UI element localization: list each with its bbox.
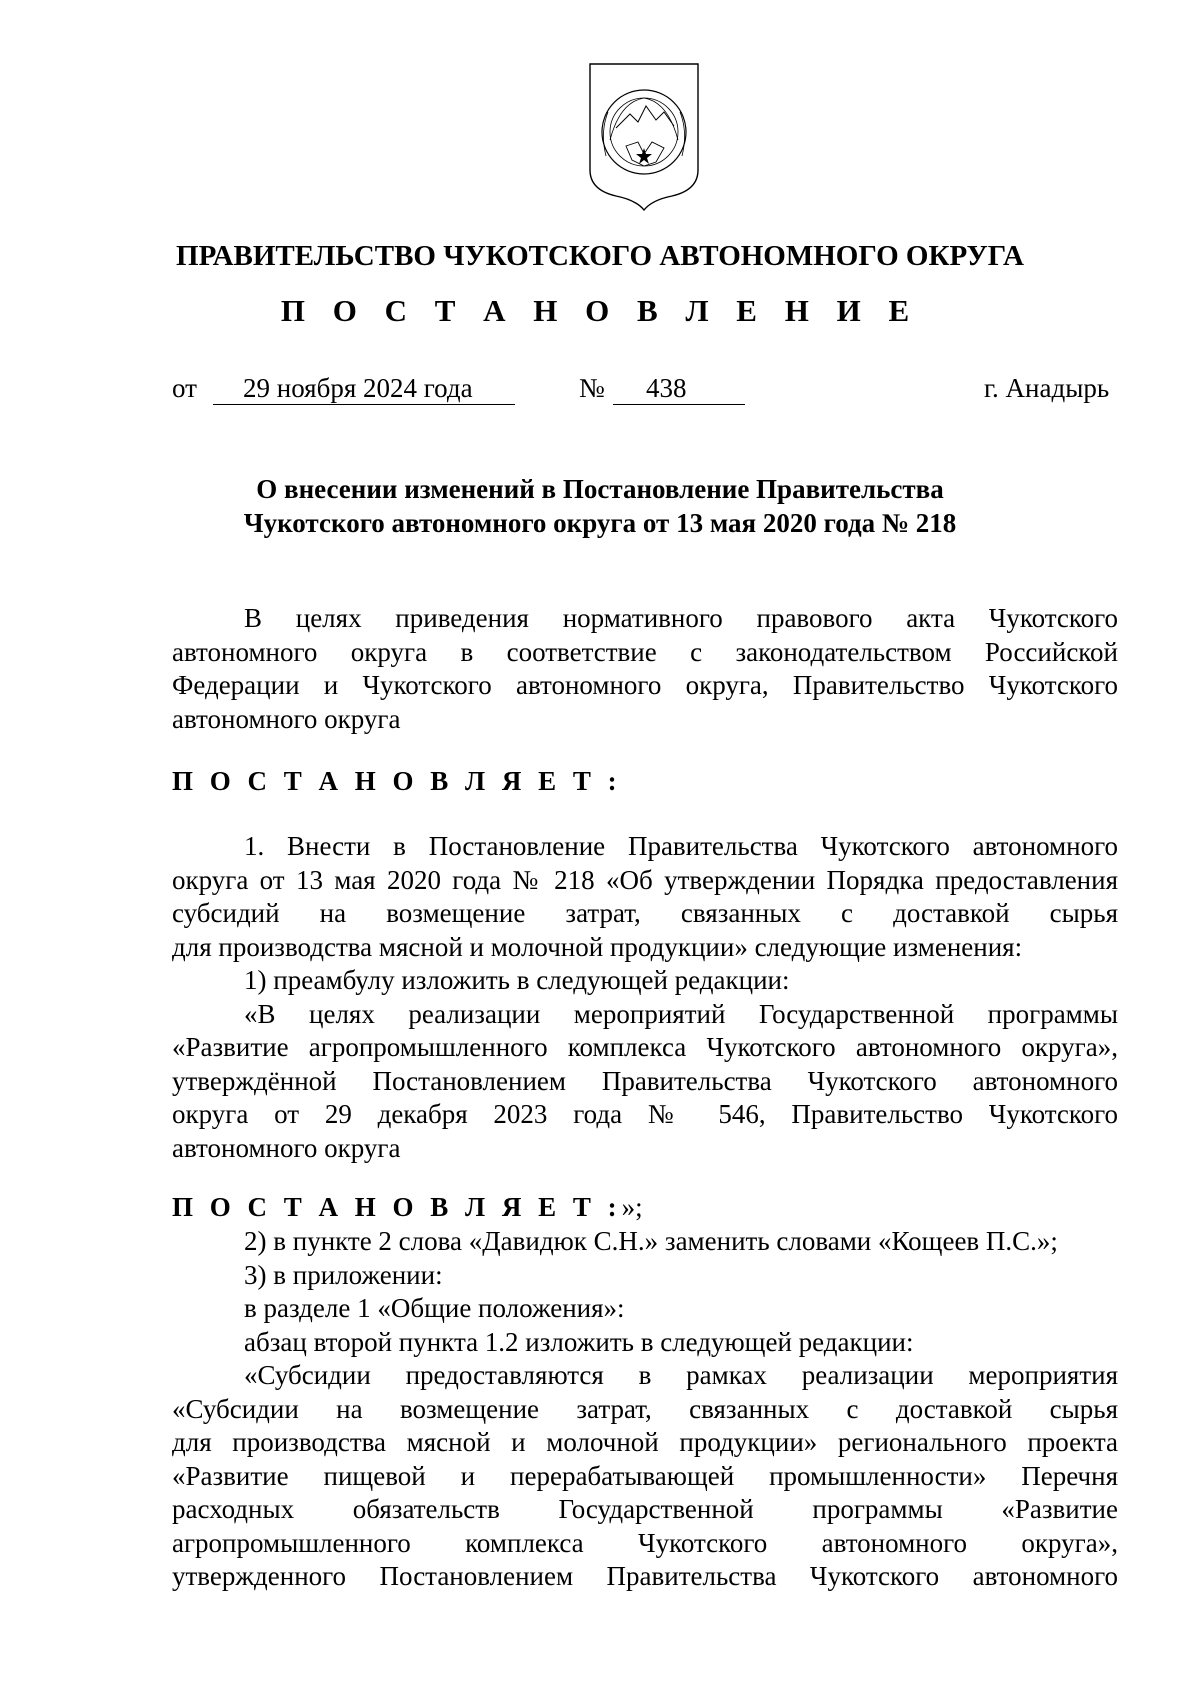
coat-of-arms-emblem [586, 62, 702, 212]
item-1-line-2: округа от 13 мая 2020 года № 218 «Об утверждении Порядка предоставления [172, 864, 1118, 895]
preamble-line-1: В целях приведения нормативного правового акта Чукотского [244, 603, 1118, 633]
preamble-line-2: автономного округа в соответствие с законодательством Российской [172, 636, 1118, 667]
item-1-line-4: для производства мясной и молочной продукции» следующие изменения: [172, 931, 1023, 962]
document-city: г. Анадырь [984, 373, 1110, 403]
document-type: П О С Т А Н О В Л Е Н И Е [280, 293, 920, 328]
subject-line-1: О внесении изменений в Постановление Правительства [256, 474, 944, 504]
item-1-paragraph [172, 830, 1118, 1165]
subitem-2: 2) в пункте 2 слова «Давидюк С.Н.» заменить словами «Кощеев П.С.»; [244, 1226, 1058, 1256]
preamble-paragraph [172, 602, 1118, 736]
number-underline [613, 404, 745, 405]
quote-2-line-4: «Развитие пищевой и перерабатывающей промышленности» Перечня [172, 1460, 1118, 1491]
document-date: 29 ноября 2024 года [243, 373, 473, 403]
number-label: № [579, 373, 605, 403]
decree-keyword-quoted-tail: »; [621, 1192, 643, 1222]
document-subject [0, 472, 1200, 540]
decree-keyword-quoted-text: П О С Т А Н О В Л Я Е Т : [172, 1192, 622, 1222]
item-1-line-3: субсидий на возмещение затрат, связанных с доставкой сырья [172, 898, 1118, 928]
quote-2-line-2: «Субсидии на возмещение затрат, связанных с доставкой сырья [172, 1393, 1118, 1424]
quote-1-line-3: утверждённой Постановлением Правительства Чукотского автономного [172, 1065, 1118, 1096]
subject-line-2: Чукотского автономного округа от 13 мая 2020 года № 218 [243, 508, 957, 538]
section-1-reference: в разделе 1 «Общие положения»: [244, 1293, 625, 1323]
document-number: 438 [646, 373, 687, 403]
quote-1-line-5: автономного округа [172, 1132, 401, 1163]
amendments-list [172, 1225, 1118, 1594]
paragraph-reference: абзац второй пункта 1.2 изложить в следующей редакции: [244, 1326, 914, 1357]
decree-keyword-text: П О С Т А Н О В Л Я Е Т : [172, 766, 622, 796]
quote-2-line-5: расходных обязательств Государственной программы «Развитие [172, 1494, 1118, 1524]
quote-2-line-3: для производства мясной и молочной продукции» регионального проекта [172, 1427, 1118, 1457]
item-1-line-1: 1. Внести в Постановление Правительства Чукотского автономного [244, 831, 1118, 861]
from-label: от [172, 373, 197, 403]
quote-1-line-2: «Развитие агропромышленного комплекса Чукотского автономного округа», [172, 1032, 1118, 1062]
quote-1-line-1: «В целях реализации мероприятий Государственной программы [244, 998, 1118, 1029]
decree-keyword [172, 764, 622, 798]
date-underline [213, 404, 515, 405]
preamble-line-3: Федерации и Чукотского автономного округа, Правительство Чукотского [172, 670, 1118, 700]
quote-2-line-1: «Субсидии предоставляются в рамках реализации мероприятия [244, 1360, 1118, 1390]
quote-2-line-7: утвержденного Постановлением Правительства Чукотского автономного [172, 1561, 1118, 1591]
preamble-line-4: автономного округа [172, 703, 401, 734]
subitem-1: 1) преамбулу изложить в следующей редакции: [244, 965, 790, 995]
quote-2-line-6: агропромышленного комплекса Чукотского автономного округа», [172, 1527, 1118, 1558]
quote-1-line-4: округа от 29 декабря 2023 года № 546, Правительство Чукотского [172, 1099, 1118, 1129]
issuing-authority: ПРАВИТЕЛЬСТВО ЧУКОТСКОГО АВТОНОМНОГО ОКРУГА [176, 240, 1024, 272]
decree-keyword-quoted [172, 1190, 643, 1224]
subitem-3: 3) в приложении: [244, 1259, 443, 1290]
